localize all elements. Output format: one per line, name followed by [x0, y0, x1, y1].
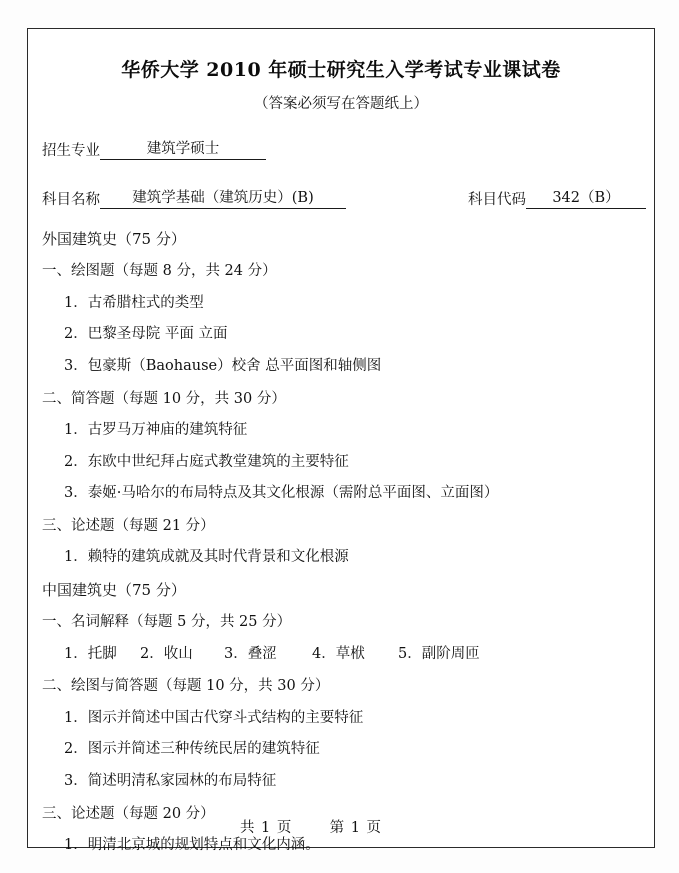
page-subtitle: （答案必须写在答题纸上）	[254, 96, 428, 112]
term-item: 3．叠涩	[224, 645, 277, 662]
group-heading-chinese-2: 二、绘图与简答题（每题 10 分，共 30 分）	[42, 678, 330, 695]
question-item: 1．古希腊柱式的类型	[64, 294, 204, 311]
group-heading-foreign-3: 三、论述题（每题 21 分）	[42, 517, 215, 534]
course-value: 建筑学基础（建筑历史）(B)	[100, 186, 346, 209]
question-item: 1．明清北京城的规划特点和文化内涵。	[64, 837, 320, 854]
group-heading-foreign-2: 二、简答题（每题 10 分，共 30 分）	[42, 390, 286, 407]
exam-body	[36, 229, 646, 856]
paper-content	[36, 35, 646, 854]
code-label: 科目代码	[468, 192, 526, 208]
question-item: 1．赖特的建筑成就及其时代背景和文化根源	[64, 549, 349, 566]
term-item: 4．草栿	[312, 645, 365, 662]
question-item: 2．东欧中世纪拜占庭式教堂建筑的主要特征	[64, 453, 349, 470]
question-item: 3．简述明清私家园林的布局特征	[64, 772, 277, 789]
major-field-row	[36, 137, 646, 160]
term-item: 5．副阶周匝	[398, 645, 480, 662]
question-item: 1．图示并简述中国古代穿斗式结构的主要特征	[64, 709, 364, 726]
term-item: 1．托脚	[64, 645, 117, 662]
code-value: 342（B）	[526, 186, 646, 209]
question-item: 2．图示并简述三种传统民居的建筑特征	[64, 741, 320, 758]
paper-border	[27, 28, 655, 854]
page-footer	[36, 816, 646, 837]
term-item: 2．收山	[140, 645, 193, 662]
group-heading-chinese-3: 三、论述题（每题 20 分）	[42, 805, 215, 822]
group-heading-chinese-1: 一、名词解释（每题 5 分，共 25 分）	[42, 614, 292, 631]
page-title: 华侨大学 2010 年硕士研究生入学考试专业课试卷	[121, 59, 561, 81]
term-list-row	[64, 645, 640, 665]
footer-page-number: 第 1 页	[329, 820, 383, 836]
question-item: 2．巴黎圣母院 平面 立面	[64, 326, 228, 343]
question-item: 3．泰姬·马哈尔的布局特点及其文化根源（需附总平面图、立面图）	[64, 485, 499, 502]
footer-total-pages: 共 1 页	[239, 820, 293, 836]
question-item: 3．包豪斯（Baohause）校舍 总平面图和轴侧图	[64, 357, 382, 374]
group-heading-foreign-1: 一、绘图题（每题 8 分，共 24 分）	[42, 263, 277, 280]
section-heading-chinese: 中国建筑史（75 分）	[42, 580, 186, 599]
section-heading-foreign: 外国建筑史（75 分）	[42, 230, 186, 248]
course-field-row	[36, 186, 646, 209]
course-label: 科目名称	[42, 192, 100, 208]
major-value: 建筑学硕士	[100, 137, 266, 160]
major-label: 招生专业	[42, 143, 100, 159]
question-item: 1．古罗马万神庙的建筑特征	[64, 422, 248, 439]
